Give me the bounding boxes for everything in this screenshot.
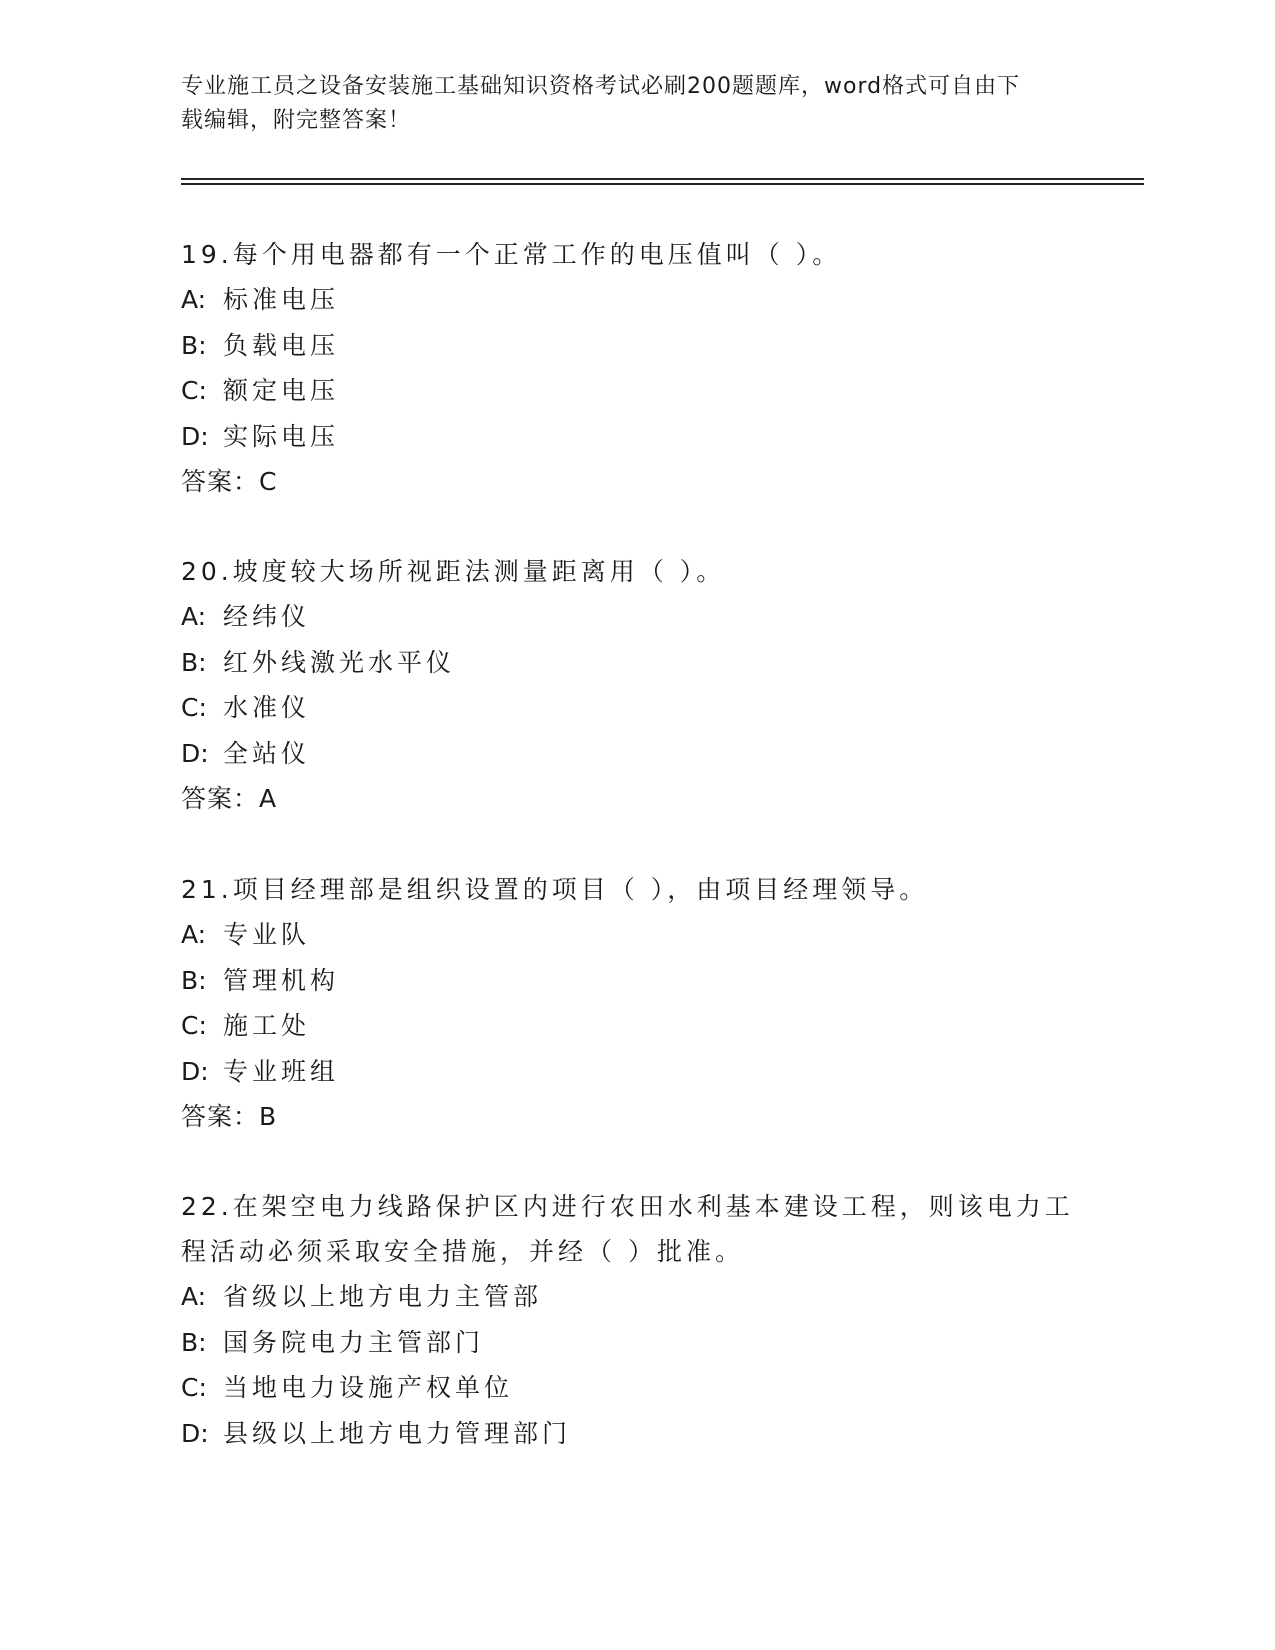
option-text: 县级以上地方电力管理部门: [223, 1418, 572, 1448]
option-b: [181, 323, 1081, 369]
option-a: [181, 1274, 1081, 1320]
answer-line: 答案：C: [181, 467, 278, 496]
option-c: [181, 368, 1081, 414]
option-text: 标准电压: [223, 285, 340, 314]
option-d: [181, 731, 1081, 777]
question-block: [181, 549, 1081, 822]
option-letter: C:: [181, 376, 207, 405]
option-text: 额定电压: [223, 376, 340, 405]
question-stem: 20.坡度较大场所视距法测量距离用（ ）。: [181, 557, 726, 586]
option-d: [181, 1411, 1081, 1457]
option-text: 经纬仪: [223, 602, 311, 631]
option-letter: C:: [181, 693, 207, 722]
option-a: [181, 277, 1081, 323]
option-letter: D:: [181, 1418, 209, 1448]
header-divider-top: [181, 178, 1144, 180]
option-c: [181, 685, 1081, 731]
option-letter: D:: [181, 1056, 209, 1086]
header-divider-bottom: [181, 183, 1144, 185]
option-c: [181, 1003, 1081, 1049]
option-letter: B:: [181, 1327, 207, 1357]
option-letter: D:: [181, 738, 209, 768]
option-letter: C:: [181, 1011, 207, 1040]
option-letter: B:: [181, 330, 207, 360]
option-a: [181, 912, 1081, 958]
question-block: [181, 232, 1081, 505]
option-text: 红外线激光水平仪: [223, 647, 456, 677]
option-b: [181, 640, 1081, 686]
option-d: [181, 414, 1081, 460]
option-letter: B:: [181, 647, 207, 677]
option-b: [181, 1320, 1081, 1366]
option-text: 专业班组: [223, 1056, 340, 1086]
option-text: 水准仪: [223, 693, 311, 722]
question-stem: 19.每个用电器都有一个正常工作的电压值叫（ ）。: [181, 240, 842, 269]
option-text: 实际电压: [223, 421, 340, 451]
question-stem: 22.在架空电力线路保护区内进行农田水利基本建设工程，则该电力工程活动必须采取安全措施，并经（ ）批准。: [181, 1192, 1074, 1266]
option-d: [181, 1049, 1081, 1095]
question-block: [181, 867, 1081, 1140]
option-a: [181, 594, 1081, 640]
option-letter: D:: [181, 421, 209, 451]
option-b: [181, 958, 1081, 1004]
option-letter: A:: [181, 1282, 207, 1311]
option-text: 负载电压: [223, 330, 340, 360]
option-text: 省级以上地方电力主管部: [223, 1282, 543, 1311]
question-stem: 21.项目经理部是组织设置的项目（ ），由项目经理领导。: [181, 875, 929, 904]
option-letter: A:: [181, 920, 207, 949]
question-block: [181, 1184, 1081, 1456]
option-text: 管理机构: [223, 965, 340, 995]
option-text: 施工处: [223, 1011, 311, 1040]
option-letter: A:: [181, 602, 207, 631]
option-text: 国务院电力主管部门: [223, 1327, 485, 1357]
option-letter: B:: [181, 965, 207, 995]
option-c: [181, 1365, 1081, 1411]
document-header: 专业施工员之设备安装施工基础知识资格考试必刷200题题库，word格式可自由下载编辑，附完整答案！: [181, 74, 1021, 133]
option-text: 全站仪: [223, 738, 311, 768]
answer-line: 答案：B: [181, 1102, 278, 1131]
answer-line: 答案：A: [181, 784, 278, 813]
option-text: 专业队: [223, 920, 311, 949]
option-text: 当地电力设施产权单位: [223, 1373, 514, 1402]
option-letter: A:: [181, 285, 207, 314]
option-letter: C:: [181, 1373, 207, 1402]
